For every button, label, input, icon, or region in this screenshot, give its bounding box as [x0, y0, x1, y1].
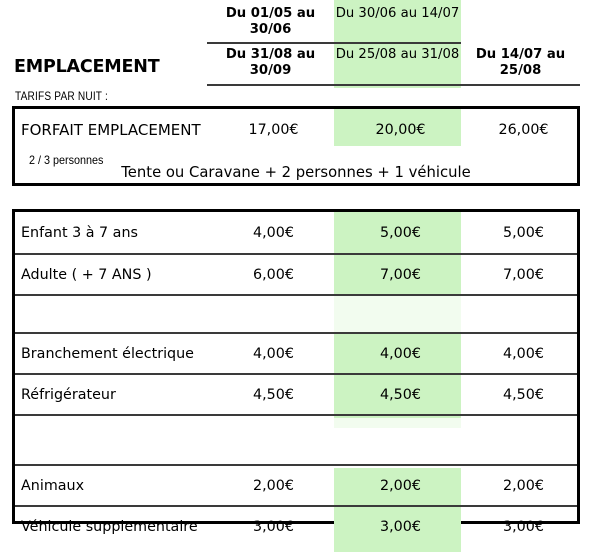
row-price-low: 2,00€ — [253, 477, 294, 494]
pricing-header — [0, 0, 600, 103]
row-price-mid: 7,00€ — [380, 266, 421, 283]
row-price-mid: 4,00€ — [380, 345, 421, 362]
header-rule-middle — [207, 42, 461, 44]
table-row-spacer — [15, 414, 577, 464]
table-row-spacer — [15, 294, 577, 332]
extras-block — [12, 209, 580, 535]
row-price-high: 4,00€ — [503, 345, 544, 362]
forfait-price-high: 26,00€ — [498, 122, 549, 138]
row-label: Branchement électrique — [21, 345, 194, 362]
tarifs-par-nuit-label: TARIFS PAR NUIT : — [15, 91, 108, 103]
page-title: EMPLACEMENT — [14, 57, 160, 77]
table-row-forfait-description — [15, 151, 577, 183]
row-price-high: 5,00€ — [503, 224, 544, 241]
row-price-mid: 3,00€ — [380, 518, 421, 535]
row-price-high: 3,00€ — [503, 518, 544, 535]
row-price-low: 4,50€ — [253, 386, 294, 403]
forfait-block — [12, 106, 580, 186]
season-column-mid — [334, 0, 461, 88]
row-price-high: 7,00€ — [503, 266, 544, 283]
table-row — [15, 253, 577, 294]
row-price-mid: 5,00€ — [380, 224, 421, 241]
row-label: Enfant 3 à 7 ans — [21, 224, 138, 241]
season-header-grid — [207, 0, 580, 88]
season-mid-period-1: Du 30/06 au 14/07 — [335, 6, 460, 21]
row-price-mid: 2,00€ — [380, 477, 421, 494]
forfait-price-low: 17,00€ — [248, 122, 299, 138]
table-row — [15, 332, 577, 373]
row-label: Réfrigérateur — [21, 386, 116, 403]
forfait-label: FORFAIT EMPLACEMENT — [21, 121, 201, 139]
table-row — [15, 212, 577, 253]
row-price-low: 4,00€ — [253, 345, 294, 362]
season-column-high — [461, 0, 580, 88]
table-row — [15, 464, 577, 505]
row-price-low: 4,00€ — [253, 224, 294, 241]
row-price-high: 4,50€ — [503, 386, 544, 403]
season-low-period-1: Du 01/05 au 30/06 — [225, 6, 316, 37]
table-row-forfait — [15, 109, 577, 151]
forfait-persons-note: 2 / 3 personnes — [29, 153, 104, 167]
forfait-description: Tente ou Caravane + 2 personnes + 1 véhicule — [121, 164, 471, 181]
row-label: Adulte ( + 7 ANS ) — [21, 266, 152, 283]
table-row — [15, 373, 577, 414]
row-price-high: 2,00€ — [503, 477, 544, 494]
season-mid-period-2: Du 25/08 au 31/08 — [335, 47, 460, 62]
season-low-period-2: Du 31/08 au 30/09 — [225, 47, 316, 78]
season-high-period-1: Du 14/07 au 25/08 — [475, 47, 566, 78]
row-price-mid: 4,50€ — [380, 386, 421, 403]
row-label: Animaux — [21, 477, 85, 494]
table-row — [15, 505, 577, 546]
row-label: Véhicule supplementaire — [21, 518, 198, 535]
season-column-low — [207, 0, 334, 88]
row-price-low: 3,00€ — [253, 518, 294, 535]
header-rule-bottom — [207, 84, 580, 86]
row-price-low: 6,00€ — [253, 266, 294, 283]
forfait-price-mid: 20,00€ — [375, 122, 426, 138]
